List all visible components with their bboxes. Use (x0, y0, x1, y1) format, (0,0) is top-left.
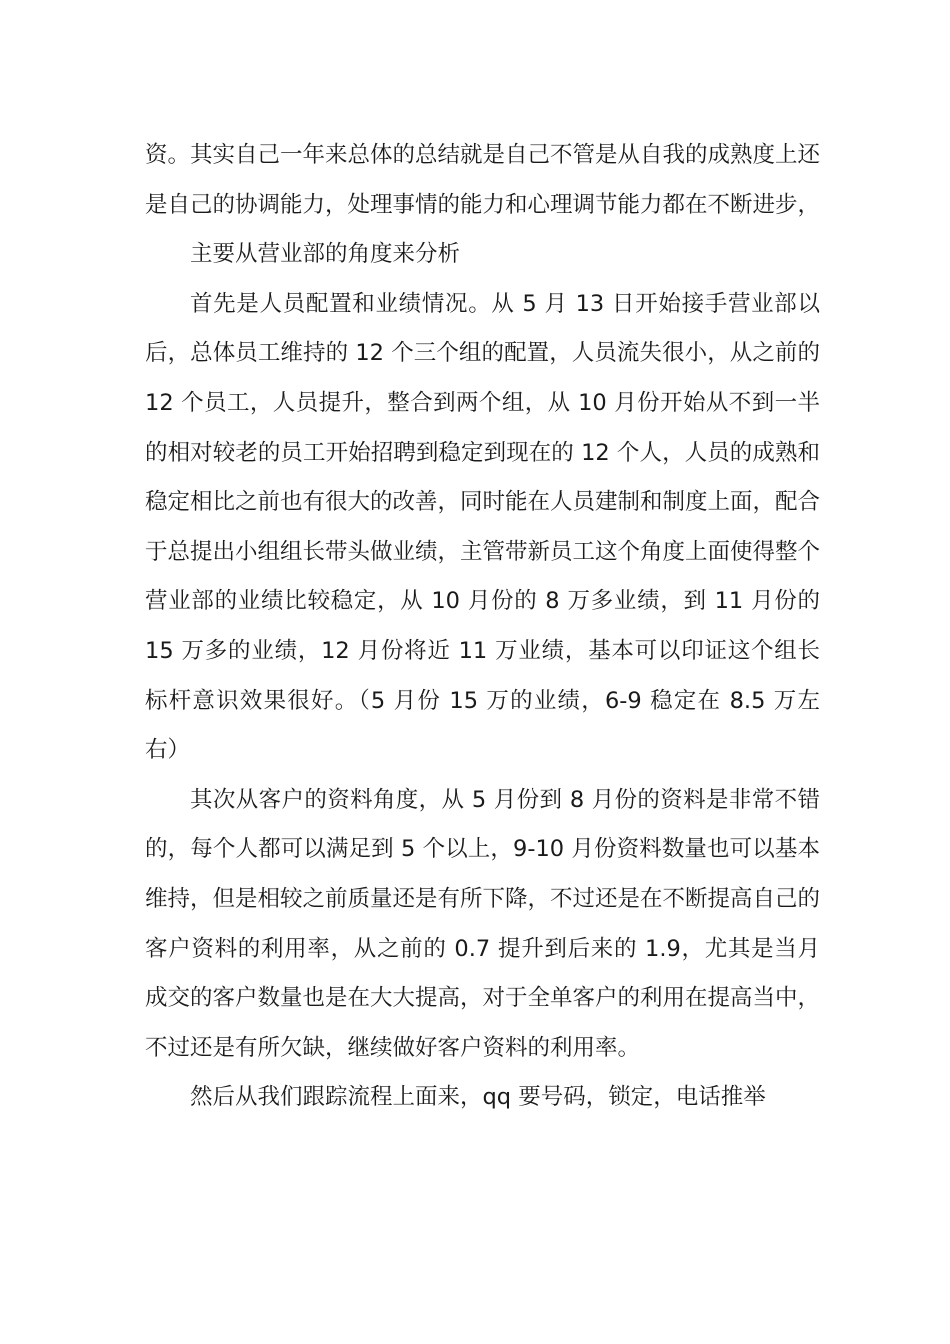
document-body (145, 131, 820, 1123)
paragraph-staffing-performance: 首先是人员配置和业绩情况。从 5 月 13 日开始接手营业部以后，总体员工维持的 12 个三个组的配置，人员流失很小，从之前的 12 个员工，人员提升，整合到两个组，从 10 月份开始从不到一半的相对较老的员工开始招聘到稳定到现在的 12 个人，人员的成熟和稳定相比之前也有很大的改善，同时能在人员建制和制度上面，配合于总提出小组组长带头做业绩，主管带新员工这个角度上面使得整个营业部的业绩比较稳定，从 10 月份的 8 万多业绩，到 11 月份的 15 万多的业绩，12 月份将近 11 万业绩，基本可以印证这个组长标杆意识效果很好。（5 月份 15 万的业绩，6-9 稳定在 8.5 万左右） (145, 290, 821, 764)
paragraph-customer-data: 其次从客户的资料角度，从 5 月份到 8 月份的资料是非常不错的，每个人都可以满足到 5 个以上，9-10 月份资料数量也可以基本维持，但是相较之前质量还是有所下降，不过还是在不断提高自己的客户资料的利用率，从之前的 0.7 提升到后来的 1.9，尤其是当月成交的客户数量也是在大大提高，对于全单客户的利用在提高当中，不过还是有所欠缺，继续做好客户资料的利用率。 (145, 786, 821, 1061)
paragraph-continuation: 资。其实自己一年来总体的总结就是自己不管是从自我的成熟度上还是自己的协调能力，处理事情的能力和心理调节能力都在不断进步， (145, 142, 821, 218)
paragraph-tracking-process: 然后从我们跟踪流程上面来，qq 要号码，锁定，电话推举 (190, 1084, 766, 1111)
paragraph-section-heading: 主要从营业部的角度来分析 (190, 241, 461, 268)
